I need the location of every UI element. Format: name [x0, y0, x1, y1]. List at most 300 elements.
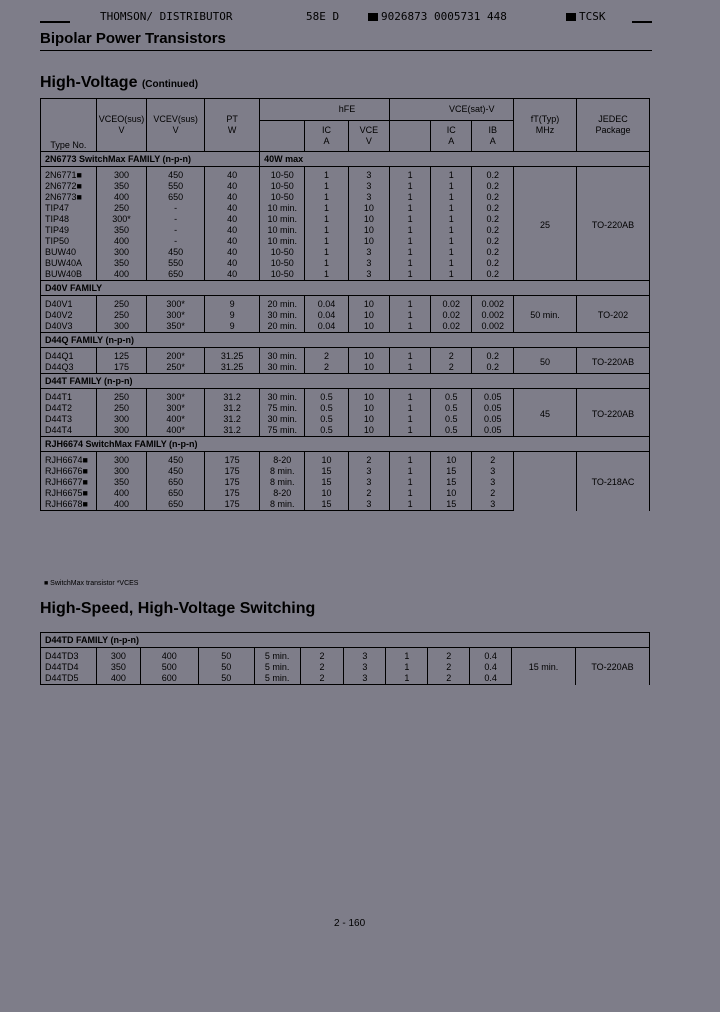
table-cell: 300 [96, 414, 147, 425]
table-cell: 10 [348, 389, 389, 404]
table-cell: 1 [431, 258, 472, 269]
table-cell: 75 min. [260, 425, 305, 437]
type-number: D44TD3 [41, 648, 97, 663]
table-cell: 2 [305, 348, 348, 363]
table-cell: 0.04 [305, 310, 348, 321]
table-row [41, 348, 650, 363]
col-ic: IC A [305, 121, 348, 152]
table-cell: 2 [472, 452, 514, 467]
type-number: RJH6674■ [41, 452, 97, 467]
high-voltage-table [40, 98, 650, 511]
table-cell: 500 [140, 662, 198, 673]
table-cell: 2 [472, 488, 514, 499]
table-cell: 2 [348, 452, 389, 467]
table-cell: 450 [147, 247, 205, 258]
table-cell: 300* [147, 310, 205, 321]
table-cell: 0.05 [472, 425, 514, 437]
table-cell: 1 [431, 181, 472, 192]
table-cell: 1 [305, 181, 348, 192]
table-cell: 1 [305, 192, 348, 203]
table-cell: 400 [96, 673, 140, 685]
table-cell: 15 [431, 499, 472, 511]
table-cell: 1 [431, 269, 472, 281]
header-tag: TCSK [579, 10, 606, 23]
type-number: D40V1 [41, 296, 97, 311]
type-number: TIP49 [41, 225, 97, 236]
package-value: TO-220AB [577, 167, 650, 281]
table-cell: 10 [305, 488, 348, 499]
table-cell: 0.2 [472, 247, 514, 258]
table-cell: 10 [348, 296, 389, 311]
type-number: RJH6678■ [41, 499, 97, 511]
table-cell: 1 [390, 452, 431, 467]
table-cell: 30 min. [260, 389, 305, 404]
package-value: TO-220AB [577, 389, 650, 437]
table-cell: 30 min. [260, 310, 305, 321]
table-cell: - [147, 225, 205, 236]
table-cell: 40 [205, 247, 260, 258]
table-cell: 0.04 [305, 321, 348, 333]
type-number: TIP47 [41, 203, 97, 214]
table-cell: - [147, 236, 205, 247]
table-cell: 31.25 [205, 362, 260, 374]
table-cell: 1 [431, 167, 472, 182]
table-cell: 3 [348, 192, 389, 203]
ft-value: 50 [513, 348, 576, 374]
table-cell: 350 [96, 181, 147, 192]
table-cell: 1 [305, 225, 348, 236]
table-cell: 1 [431, 225, 472, 236]
table-cell: 10 [348, 362, 389, 374]
table-cell: 31.2 [205, 389, 260, 404]
table-cell: 40 [205, 203, 260, 214]
square-icon [566, 13, 576, 21]
table-cell: 3 [344, 648, 386, 663]
table-cell: 0.5 [431, 425, 472, 437]
table-cell: 3 [348, 477, 389, 488]
table-cell: 10 [305, 452, 348, 467]
table-cell: 1 [390, 466, 431, 477]
table-cell: 10-50 [260, 269, 305, 281]
table-cell: 0.2 [472, 269, 514, 281]
table-cell: 300 [96, 452, 147, 467]
table-cell: 8 min. [260, 466, 305, 477]
table-cell: 40 [205, 269, 260, 281]
table-cell: 1 [390, 247, 431, 258]
family-label: D44TD FAMILY (n-p-n) [41, 633, 650, 648]
table-cell: 40 [205, 225, 260, 236]
table-cell: 15 [431, 477, 472, 488]
table-cell: 30 min. [260, 362, 305, 374]
table-cell: 1 [390, 321, 431, 333]
type-number: D44T1 [41, 389, 97, 404]
col-vce: VCE V [348, 121, 389, 152]
table-cell: 1 [431, 214, 472, 225]
table-cell: 650 [147, 488, 205, 499]
table-cell: 1 [390, 488, 431, 499]
table-cell: 10-50 [260, 247, 305, 258]
ft-value: 25 [513, 167, 576, 281]
table-cell: 2 [428, 648, 470, 663]
table-cell: 40 [205, 181, 260, 192]
table-cell: 1 [386, 662, 428, 673]
table-cell: 450 [147, 452, 205, 467]
table-cell: 1 [305, 214, 348, 225]
header-rule-right [632, 21, 652, 23]
table-cell: 1 [390, 225, 431, 236]
table-cell: 10 min. [260, 203, 305, 214]
type-number: BUW40B [41, 269, 97, 281]
page-title: Bipolar Power Transistors [40, 30, 226, 47]
high-speed-table [40, 632, 650, 685]
family-header-row [41, 281, 650, 296]
table-cell: 0.5 [305, 403, 348, 414]
type-number: D44Q3 [41, 362, 97, 374]
table-cell: 10 [431, 452, 472, 467]
table-cell: 3 [348, 258, 389, 269]
table-cell: 1 [390, 403, 431, 414]
col-vceo: VCEO(sus) V [96, 99, 147, 152]
type-number: RJH6676■ [41, 466, 97, 477]
table-cell: 0.5 [305, 425, 348, 437]
family-header-row [41, 152, 650, 167]
col-type: Type No. [41, 99, 97, 152]
page-header [40, 10, 652, 24]
table-cell: 9 [205, 310, 260, 321]
package-value: TO-202 [577, 296, 650, 333]
package-value: TO-220AB [577, 348, 650, 374]
table-cell: 0.5 [305, 389, 348, 404]
table-cell: 650 [147, 477, 205, 488]
ft-value: 15 min. [512, 648, 576, 685]
table-cell: 0.2 [472, 167, 514, 182]
table-cell: 0.2 [472, 203, 514, 214]
table-cell: 50 [198, 673, 254, 685]
table-cell: 250 [96, 310, 147, 321]
table-cell: 0.02 [431, 321, 472, 333]
table-cell: 300 [96, 425, 147, 437]
table-cell: 1 [390, 348, 431, 363]
table-cell: 550 [147, 181, 205, 192]
table-cell: 300 [96, 648, 140, 663]
table-cell: 300 [96, 247, 147, 258]
page-number: 2 - 160 [334, 918, 366, 929]
table-cell: 3 [348, 181, 389, 192]
type-number: TIP50 [41, 236, 97, 247]
table-cell: 175 [205, 499, 260, 511]
table-row [41, 296, 650, 311]
table-cell: 10 [348, 348, 389, 363]
table-cell: 600 [140, 673, 198, 685]
table-cell: 250 [96, 296, 147, 311]
table-cell: 10 [348, 321, 389, 333]
table-cell: 0.4 [470, 648, 512, 663]
col-ib: IB A [472, 121, 514, 152]
table-cell: 250 [96, 389, 147, 404]
table-cell: 1 [305, 269, 348, 281]
table-cell: 1 [390, 362, 431, 374]
table-cell: 2 [431, 362, 472, 374]
table-cell: 450 [147, 466, 205, 477]
table-cell: 50 [198, 648, 254, 663]
family-header-row [41, 333, 650, 348]
table-cell: 400 [96, 499, 147, 511]
table-cell: 15 [305, 477, 348, 488]
col-jedec: JEDEC Package [577, 99, 650, 152]
table-cell: 3 [472, 477, 514, 488]
table-cell: 9 [205, 296, 260, 311]
col-vcesat: VCE(sat)-V [431, 99, 514, 121]
table-cell: 2 [300, 662, 344, 673]
table-cell: 0.5 [431, 389, 472, 404]
table-cell: 1 [431, 236, 472, 247]
table-cell: 1 [390, 477, 431, 488]
table-cell: 10 [431, 488, 472, 499]
header-code: 58E D [306, 10, 340, 23]
table-cell: 9 [205, 321, 260, 333]
table-cell: 300 [96, 321, 147, 333]
table-cell: 0.2 [472, 258, 514, 269]
table-cell: 350 [96, 477, 147, 488]
table-cell: 1 [390, 425, 431, 437]
table-cell: 8-20 [260, 488, 305, 499]
table-cell: 1 [390, 167, 431, 182]
table-cell: 1 [386, 648, 428, 663]
type-number: D44TD4 [41, 662, 97, 673]
table-cell: 0.05 [472, 389, 514, 404]
table-cell: 1 [390, 258, 431, 269]
table-cell: 2 [428, 662, 470, 673]
title-rule [40, 50, 652, 51]
table-cell: 10 min. [260, 225, 305, 236]
col-hfe: hFE [305, 99, 390, 121]
family-label: 2N6773 SwitchMax FAMILY (n-p-n) [41, 152, 260, 167]
table-cell: 650 [147, 269, 205, 281]
table-cell: 350* [147, 321, 205, 333]
table-cell: 1 [390, 192, 431, 203]
table-cell: 8 min. [260, 477, 305, 488]
table-cell: 125 [96, 348, 147, 363]
table-cell: 0.04 [305, 296, 348, 311]
table-cell: 10-50 [260, 258, 305, 269]
table-cell: 75 min. [260, 403, 305, 414]
type-number: 2N6773■ [41, 192, 97, 203]
table-cell: 1 [390, 236, 431, 247]
table-cell: 15 [431, 466, 472, 477]
footnote: ■ SwitchMax transistor *VCES [44, 580, 139, 587]
table-cell: 0.4 [470, 662, 512, 673]
section-title: High-Voltage [40, 74, 138, 91]
family-header-row [41, 374, 650, 389]
table-cell: 200* [147, 348, 205, 363]
table-cell: 1 [390, 269, 431, 281]
table-cell: 40 [205, 258, 260, 269]
family-header-row [41, 437, 650, 452]
table-cell: 1 [305, 236, 348, 247]
family-header-row [41, 633, 650, 648]
table-cell: 400 [140, 648, 198, 663]
table-cell: 650 [147, 192, 205, 203]
package-value: TO-218AC [577, 452, 650, 511]
table-cell: 2 [431, 348, 472, 363]
col-ft: fT(Typ) MHz [513, 99, 576, 152]
table-cell: 40 [205, 214, 260, 225]
table-cell: 2 [300, 673, 344, 685]
table-cell: 3 [344, 662, 386, 673]
table-cell: 10 [348, 203, 389, 214]
type-number: D44T2 [41, 403, 97, 414]
col-pt: PT W [205, 99, 260, 152]
table-cell: 40 [205, 192, 260, 203]
table-cell: 3 [348, 167, 389, 182]
table-cell: 300* [147, 403, 205, 414]
table-cell: 0.5 [431, 403, 472, 414]
table-row [41, 167, 650, 182]
table-cell: 0.5 [431, 414, 472, 425]
table-cell: 350 [96, 258, 147, 269]
type-number: RJH6675■ [41, 488, 97, 499]
table-cell: 550 [147, 258, 205, 269]
table-cell: 300* [147, 296, 205, 311]
family-label: D40V FAMILY [41, 281, 650, 296]
table-cell: 250* [147, 362, 205, 374]
type-number: RJH6677■ [41, 477, 97, 488]
table-cell: 3 [472, 466, 514, 477]
table-cell: 175 [205, 466, 260, 477]
type-number: D40V3 [41, 321, 97, 333]
family-label: D44Q FAMILY (n-p-n) [41, 333, 650, 348]
table-cell: - [147, 214, 205, 225]
table-cell: 2 [300, 648, 344, 663]
table-cell: 1 [431, 203, 472, 214]
header-rule-left [40, 21, 70, 23]
table-row [41, 452, 650, 467]
table-cell: 0.2 [472, 192, 514, 203]
table-cell: 0.4 [470, 673, 512, 685]
type-number: D44TD5 [41, 673, 97, 685]
table-cell: 3 [348, 247, 389, 258]
table-cell: 10 [348, 310, 389, 321]
type-number: D44Q1 [41, 348, 97, 363]
table-cell: 1 [390, 296, 431, 311]
table-cell: 175 [205, 488, 260, 499]
table-cell: 400 [96, 192, 147, 203]
table-cell: 0.02 [431, 310, 472, 321]
family-label: D44T FAMILY (n-p-n) [41, 374, 650, 389]
table-cell: 0.2 [472, 348, 514, 363]
table-cell: 650 [147, 499, 205, 511]
table-cell: 1 [305, 203, 348, 214]
section-title-high-speed: High-Speed, High-Voltage Switching [40, 600, 316, 617]
package-value: TO-220AB [576, 648, 650, 685]
table-row [41, 648, 650, 663]
table-cell: 400* [147, 414, 205, 425]
table-cell: 5 min. [254, 648, 300, 663]
table-cell: 1 [390, 203, 431, 214]
table-cell: 175 [205, 452, 260, 467]
table-cell: 3 [348, 499, 389, 511]
table-cell: 1 [390, 181, 431, 192]
table-cell: 31.2 [205, 403, 260, 414]
table-cell: 0.2 [472, 236, 514, 247]
table-cell: 0.002 [472, 310, 514, 321]
table-cell: 300* [147, 389, 205, 404]
type-number: TIP48 [41, 214, 97, 225]
table-cell: 400 [96, 236, 147, 247]
table-cell: 3 [344, 673, 386, 685]
table-cell: 31.2 [205, 414, 260, 425]
square-icon [368, 13, 378, 21]
header-distributor: THOMSON/ DISTRIBUTOR [100, 10, 233, 23]
table-cell: 50 [198, 662, 254, 673]
table-cell: 1 [431, 247, 472, 258]
table-cell: 1 [305, 247, 348, 258]
table-cell: 8-20 [260, 452, 305, 467]
table-cell: 15 [305, 466, 348, 477]
table-cell: 0.2 [472, 362, 514, 374]
table-cell: 0.002 [472, 296, 514, 311]
table-cell: 1 [390, 414, 431, 425]
table-cell: 1 [431, 192, 472, 203]
table-cell: 15 [305, 499, 348, 511]
table-cell: 10 [348, 425, 389, 437]
table-cell: 10 min. [260, 236, 305, 247]
table-cell: 10 [348, 236, 389, 247]
table-cell: 0.05 [472, 414, 514, 425]
header-numbers: 9026873 0005731 448 [381, 10, 507, 23]
ft-value: 45 [513, 389, 576, 437]
table-cell: 5 min. [254, 673, 300, 685]
table-cell: 3 [348, 269, 389, 281]
table-cell: 30 min. [260, 348, 305, 363]
type-number: D44T4 [41, 425, 97, 437]
table-cell: 350 [96, 662, 140, 673]
table-cell: 300* [96, 214, 147, 225]
family-label: RJH6674 SwitchMax FAMILY (n-p-n) [41, 437, 650, 452]
table-cell: 30 min. [260, 414, 305, 425]
type-number: 2N6772■ [41, 181, 97, 192]
table-cell: 400 [96, 488, 147, 499]
table-cell: 250 [96, 403, 147, 414]
table-cell: 1 [386, 673, 428, 685]
table-cell: 10 [348, 414, 389, 425]
table-cell: 1 [390, 389, 431, 404]
table-cell: 450 [147, 167, 205, 182]
table-cell: 400 [96, 269, 147, 281]
table-cell: 20 min. [260, 296, 305, 311]
col-vcev: VCEV(sus) V [147, 99, 205, 152]
table-cell: 10 min. [260, 214, 305, 225]
table-cell: 1 [305, 167, 348, 182]
table-cell: - [147, 203, 205, 214]
table-cell: 250 [96, 203, 147, 214]
table-cell: 400* [147, 425, 205, 437]
table-cell: 2 [305, 362, 348, 374]
table-cell: 1 [390, 214, 431, 225]
table-cell: 0.002 [472, 321, 514, 333]
table-cell: 10 [348, 403, 389, 414]
type-number: BUW40A [41, 258, 97, 269]
table-row [41, 389, 650, 404]
table-cell: 1 [305, 258, 348, 269]
table-cell: 350 [96, 225, 147, 236]
type-number: BUW40 [41, 247, 97, 258]
table-cell: 0.2 [472, 181, 514, 192]
table-cell: 40 [205, 236, 260, 247]
section-title-high-voltage [40, 74, 198, 92]
col-ic-sat: IC A [431, 121, 472, 152]
table-cell: 175 [96, 362, 147, 374]
